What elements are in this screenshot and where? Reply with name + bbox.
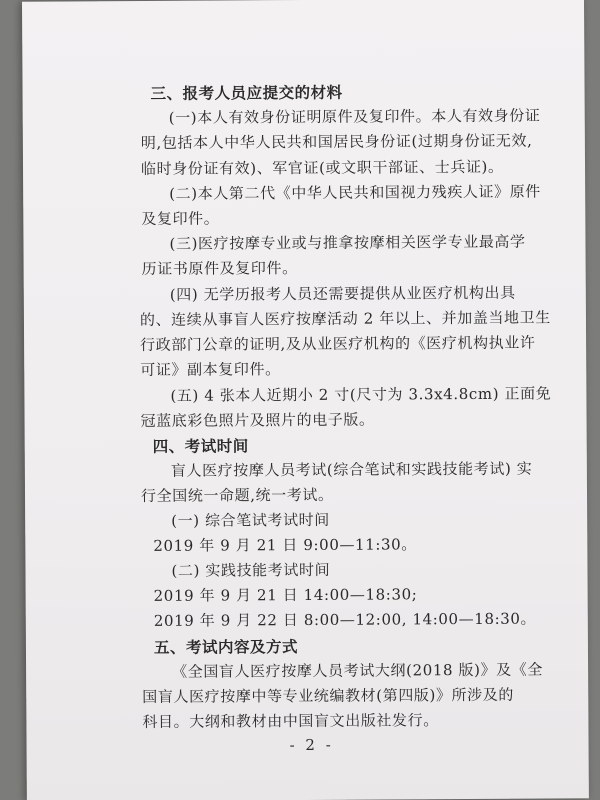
item-3-line-2: 历证书原件及复印件。 (141, 259, 298, 278)
practical-exam-label: (二) 实践技能考试时间 (171, 560, 331, 580)
practical-exam-time-2: 2019 年 9 月 22 日 8:00—12:00, 14:00—18:30。 (153, 609, 537, 630)
section-4-intro-line-2: 行全国统一命题,统一考试。 (140, 485, 334, 505)
section-5-body-line-1: 《全国盲人医疗按摩人员考试大纲(2018 版)》及《全 (172, 660, 544, 681)
section-4-heading: 四、考试时间 (152, 437, 249, 456)
item-4-line-2: 的、连续从事盲人医疗按摩活动 2 年以上、并加盖当地卫生 (139, 308, 551, 330)
section-4-intro-line-1: 盲人医疗按摩人员考试(综合笔试和实践技能考试) 实 (170, 459, 533, 480)
item-1-line-1: (一)本人有效身份证明原件及复印件。本人有效身份证 (168, 106, 541, 127)
item-2-line-1: (二)本人第二代《中华人民共和国视力残疾人证》原件 (169, 182, 541, 203)
item-4-line-1: (四) 无学历报考人员还需要提供从业医疗机构出具 (169, 283, 516, 304)
section-3-heading: 三、报考人员应提交的材料 (150, 83, 343, 103)
section-5-heading: 五、考试内容及方式 (153, 638, 299, 657)
practical-exam-time-1: 2019 年 9 月 21 日 14:00—18:30; (153, 585, 418, 605)
item-5-line-2: 冠蓝底彩色照片及照片的电子版。 (140, 410, 375, 430)
item-1-line-3: 临时身份证有效)、军官证(或文职干部证、士兵证)。 (140, 157, 504, 178)
document-page (22, 0, 589, 800)
item-1-line-2: 明,包括本人中华人民共和国居民身份证(过期身份证无效, (140, 131, 533, 152)
written-exam-time: 2019 年 9 月 21 日 9:00—11:30。 (153, 535, 417, 555)
section-5-body-line-3: 科目。大纲和教材由中国盲文出版社发行。 (142, 711, 439, 731)
section-5-body-line-2: 国盲人医疗按摩中等专业统编教材(第四版)》所涉及的 (142, 685, 515, 706)
page-number: - 2 - (289, 735, 334, 755)
item-4-line-3: 行政部门公章的证明,及从业医疗机构的《医疗机构执业许 (140, 333, 536, 355)
item-4-line-4: 可证》副本复印件。 (140, 360, 281, 380)
item-2-line-2: 及复印件。 (141, 209, 220, 228)
item-3-line-1: (三)医疗按摩专业或与推拿按摩相关医学专业最高学 (169, 232, 526, 253)
item-5-line-1: (五) 4 张本人近期小 2 寸(尺寸为 3.3x4.8cm) 正面免 (170, 384, 552, 405)
written-exam-label: (一) 综合笔试考试时间 (171, 510, 330, 530)
